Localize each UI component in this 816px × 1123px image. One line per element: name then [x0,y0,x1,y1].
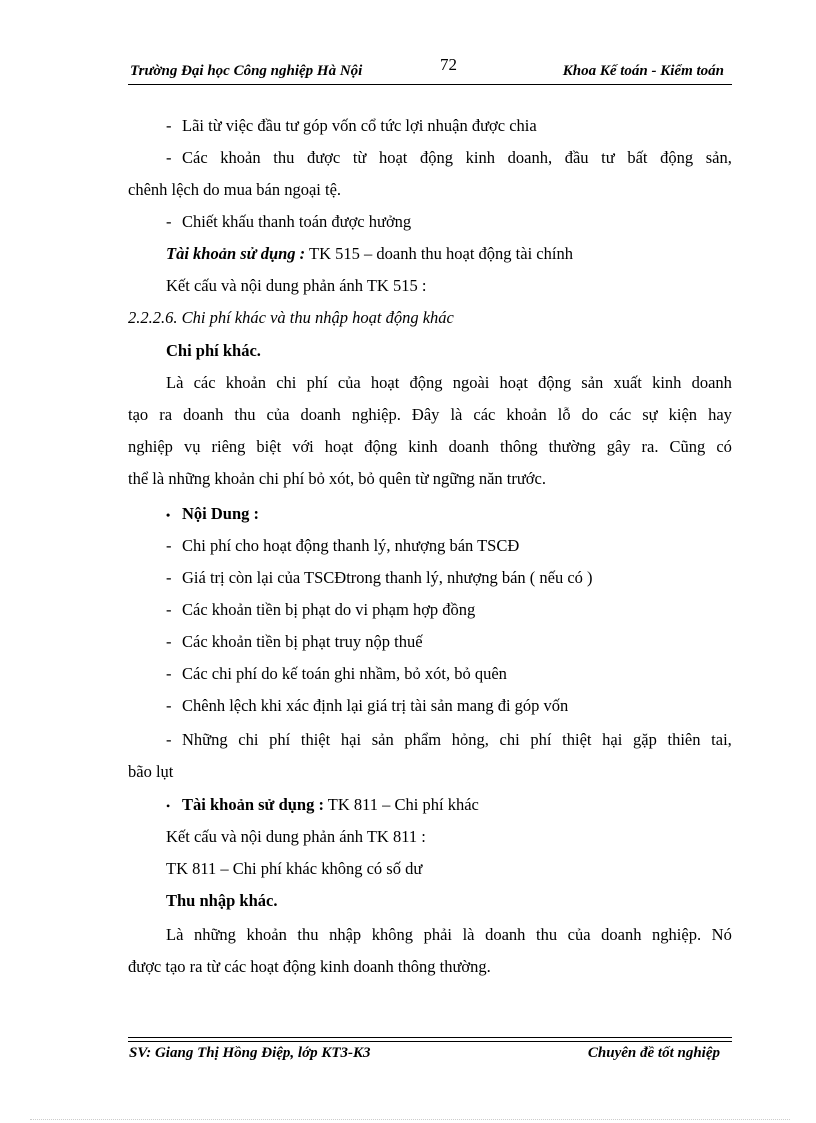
line-text: Các chi phí do kế toán ghi nhầm, bỏ xót, bỏ quên [182,664,507,683]
word: thường [548,437,596,456]
dash-marker: - [166,536,172,555]
line-text: Nội Dung : [182,504,260,523]
word: doanh [601,925,642,944]
word: Cũng [669,437,706,456]
item-3 [166,600,475,620]
item-5 [166,664,507,684]
word: các [473,405,496,424]
tk811-sodu-line: TK 811 – Chi phí khác không có số dư [166,859,423,878]
word: doanh, [507,148,553,167]
word: động [660,148,694,167]
word: sản, [705,148,732,167]
line-3: chênh lệch do mua bán ngoại tệ. [128,180,342,199]
word: đầu [564,148,589,167]
word: động [409,373,443,392]
line-2 [166,148,732,168]
word: là [450,405,463,424]
line-word [166,730,228,750]
para2-line2: được tạo ra từ các hoạt động kinh doanh thông thường. [128,957,491,976]
chi-phi-khac-heading: Chi phí khác. [166,341,261,360]
word: doanh [691,373,732,392]
footer-rule [128,1037,732,1038]
word: Là [166,925,184,944]
word: hoạt [499,373,528,392]
word: hỏng, [451,730,489,749]
para2-line1 [166,925,732,945]
footer-student: SV: Giang Thị Hồng Điệp, lớp KT3-K3 [129,1045,371,1061]
item-7 [166,730,732,750]
word: doanh [300,405,341,424]
word: thu [297,925,319,944]
word: phải [423,925,452,944]
word: thiệt [562,730,592,749]
word: với [292,437,314,456]
word: gặp [633,730,657,749]
word: hoạt [324,437,354,456]
word: phẩm [404,730,442,749]
word: thu [273,148,295,167]
dash-marker: - [166,212,172,231]
noi-dung-heading [166,504,259,525]
dash-marker: - [166,730,172,749]
word: do [581,405,599,424]
word: xuất [613,373,642,392]
line-6: Kết cấu và nội dung phản ánh TK 515 : [166,276,427,295]
word: phí [306,373,328,392]
word: chi [499,730,520,749]
word: nghiệp. [652,925,702,944]
bullet-marker: • [166,799,171,813]
word: khoản [225,373,267,392]
line-text: Chiết khấu thanh toán được hưởng [182,212,412,231]
word: phí [269,730,291,749]
page-header [128,50,732,85]
word: Đây [411,405,440,424]
word: gây [606,437,631,456]
word: sản [371,730,394,749]
word: ra [159,405,173,424]
dash-marker: - [166,632,172,651]
word: Những [182,730,228,749]
word: thiên [667,730,701,749]
word: chi [276,373,297,392]
para1-line2 [128,405,732,425]
dash-marker: - [166,116,172,135]
word: bất [627,148,648,167]
word: lỗ [557,405,571,424]
word: tai, [711,730,732,749]
page-number: 72 [440,55,457,74]
word: Là [166,373,184,392]
word: biệt [256,437,282,456]
word: phí [530,730,552,749]
word: ngoài [452,373,490,392]
item-1 [166,536,519,556]
word: hại [602,730,623,749]
word: riêng [211,437,246,456]
word: kiện [668,405,698,424]
word: tư [601,148,615,167]
page-bottom-dotted-rule [30,1119,790,1120]
para1-line3 [128,437,732,457]
footer-rule-thin [128,1041,732,1042]
word: doanh [183,405,224,424]
word: thu [234,405,256,424]
tk811-line [166,795,479,816]
line-text: Các khoản tiền bị phạt truy nộp thuế [182,632,423,651]
word: có [716,437,732,456]
word: Nó [711,925,732,944]
word: kinh [652,373,682,392]
line-text: Lãi từ việc đầu tư góp vốn cổ tức lợi nhuận được chia [182,116,537,135]
word: hại [340,730,362,749]
section-heading: 2.2.2.6. Chi phí khác và thu nhập hoạt động khác [128,308,454,327]
word: doanh [448,437,489,456]
footer-title: Chuyên đề tốt nghiệp [587,1045,720,1061]
word: nghiệp [128,437,173,456]
word: doanh [485,925,526,944]
line-text: Giá trị còn lại của TSCĐtrong thanh lý, nhượng bán ( nếu có ) [182,568,593,587]
word: Các [182,148,208,167]
word: kinh [408,437,438,456]
k811-line: Kết cấu và nội dung phản ánh TK 811 : [166,827,426,846]
word: khoản [246,925,287,944]
account-label: Tài khoản sử dụng : [182,795,324,814]
word: các [609,405,632,424]
dash-marker: - [166,696,172,715]
item-4 [166,632,423,652]
word: động [364,437,398,456]
dash-marker: - [166,148,172,167]
dash-marker: - [166,568,172,587]
word: ra. [641,437,659,456]
thu-nhap-khac-heading: Thu nhập khác. [166,891,278,910]
word: của [567,925,591,944]
word: của [266,405,290,424]
word: động [420,148,454,167]
word: động [538,373,572,392]
account-label: Tài khoản sử dụng : [166,244,306,263]
item-2 [166,568,593,588]
word: chi [238,730,259,749]
word: từ [352,148,367,167]
word: hoạt [370,373,400,392]
department-name: Khoa Kế toán - Kiểm toán [562,63,724,79]
line-1 [166,116,537,136]
line-text: Các khoản tiền bị phạt do vi phạm hợp đồng [182,600,476,619]
word: là [462,925,475,944]
word: vụ [183,437,201,456]
dash-marker: - [166,664,172,683]
word: được [306,148,341,167]
line-5 [166,244,573,264]
word: hoạt [378,148,408,167]
word: nghiệp. [351,405,401,424]
bullet-marker: • [166,508,171,522]
word: hay [708,405,732,424]
word: thông [500,437,538,456]
dash-marker: - [166,600,172,619]
school-name: Trường Đại học Công nghiệp Hà Nội [130,63,363,79]
word: khoản [220,148,261,167]
line-text: Chi phí cho hoạt động thanh lý, nhượng bán TSCĐ [182,536,520,555]
item-7-cont: bão lụt [128,762,174,781]
word: sản [581,373,604,392]
word: khoản [506,405,547,424]
para1-line4: thể là những khoản chi phí bỏ xót, bỏ quên từ ngững năn trước. [128,469,546,488]
account-text: TK 515 – doanh thu hoạt động tài chính [305,244,573,263]
word: tạo [128,405,149,424]
line-4 [166,212,411,232]
word: không [371,925,413,944]
line-text: Chênh lệch khi xác định lại giá trị tài sản mang đi góp vốn [182,696,569,715]
word: thu [535,925,558,944]
para1-line1 [166,373,732,393]
item-6 [166,696,568,716]
word: các [193,373,216,392]
word: sự [642,405,658,424]
word: thiệt [300,730,331,749]
account-text: TK 811 – Chi phí khác [323,795,479,814]
word: những [193,925,236,944]
word: nhập [329,925,362,944]
word: kinh [465,148,495,167]
word: của [337,373,361,392]
line-word [166,148,208,168]
